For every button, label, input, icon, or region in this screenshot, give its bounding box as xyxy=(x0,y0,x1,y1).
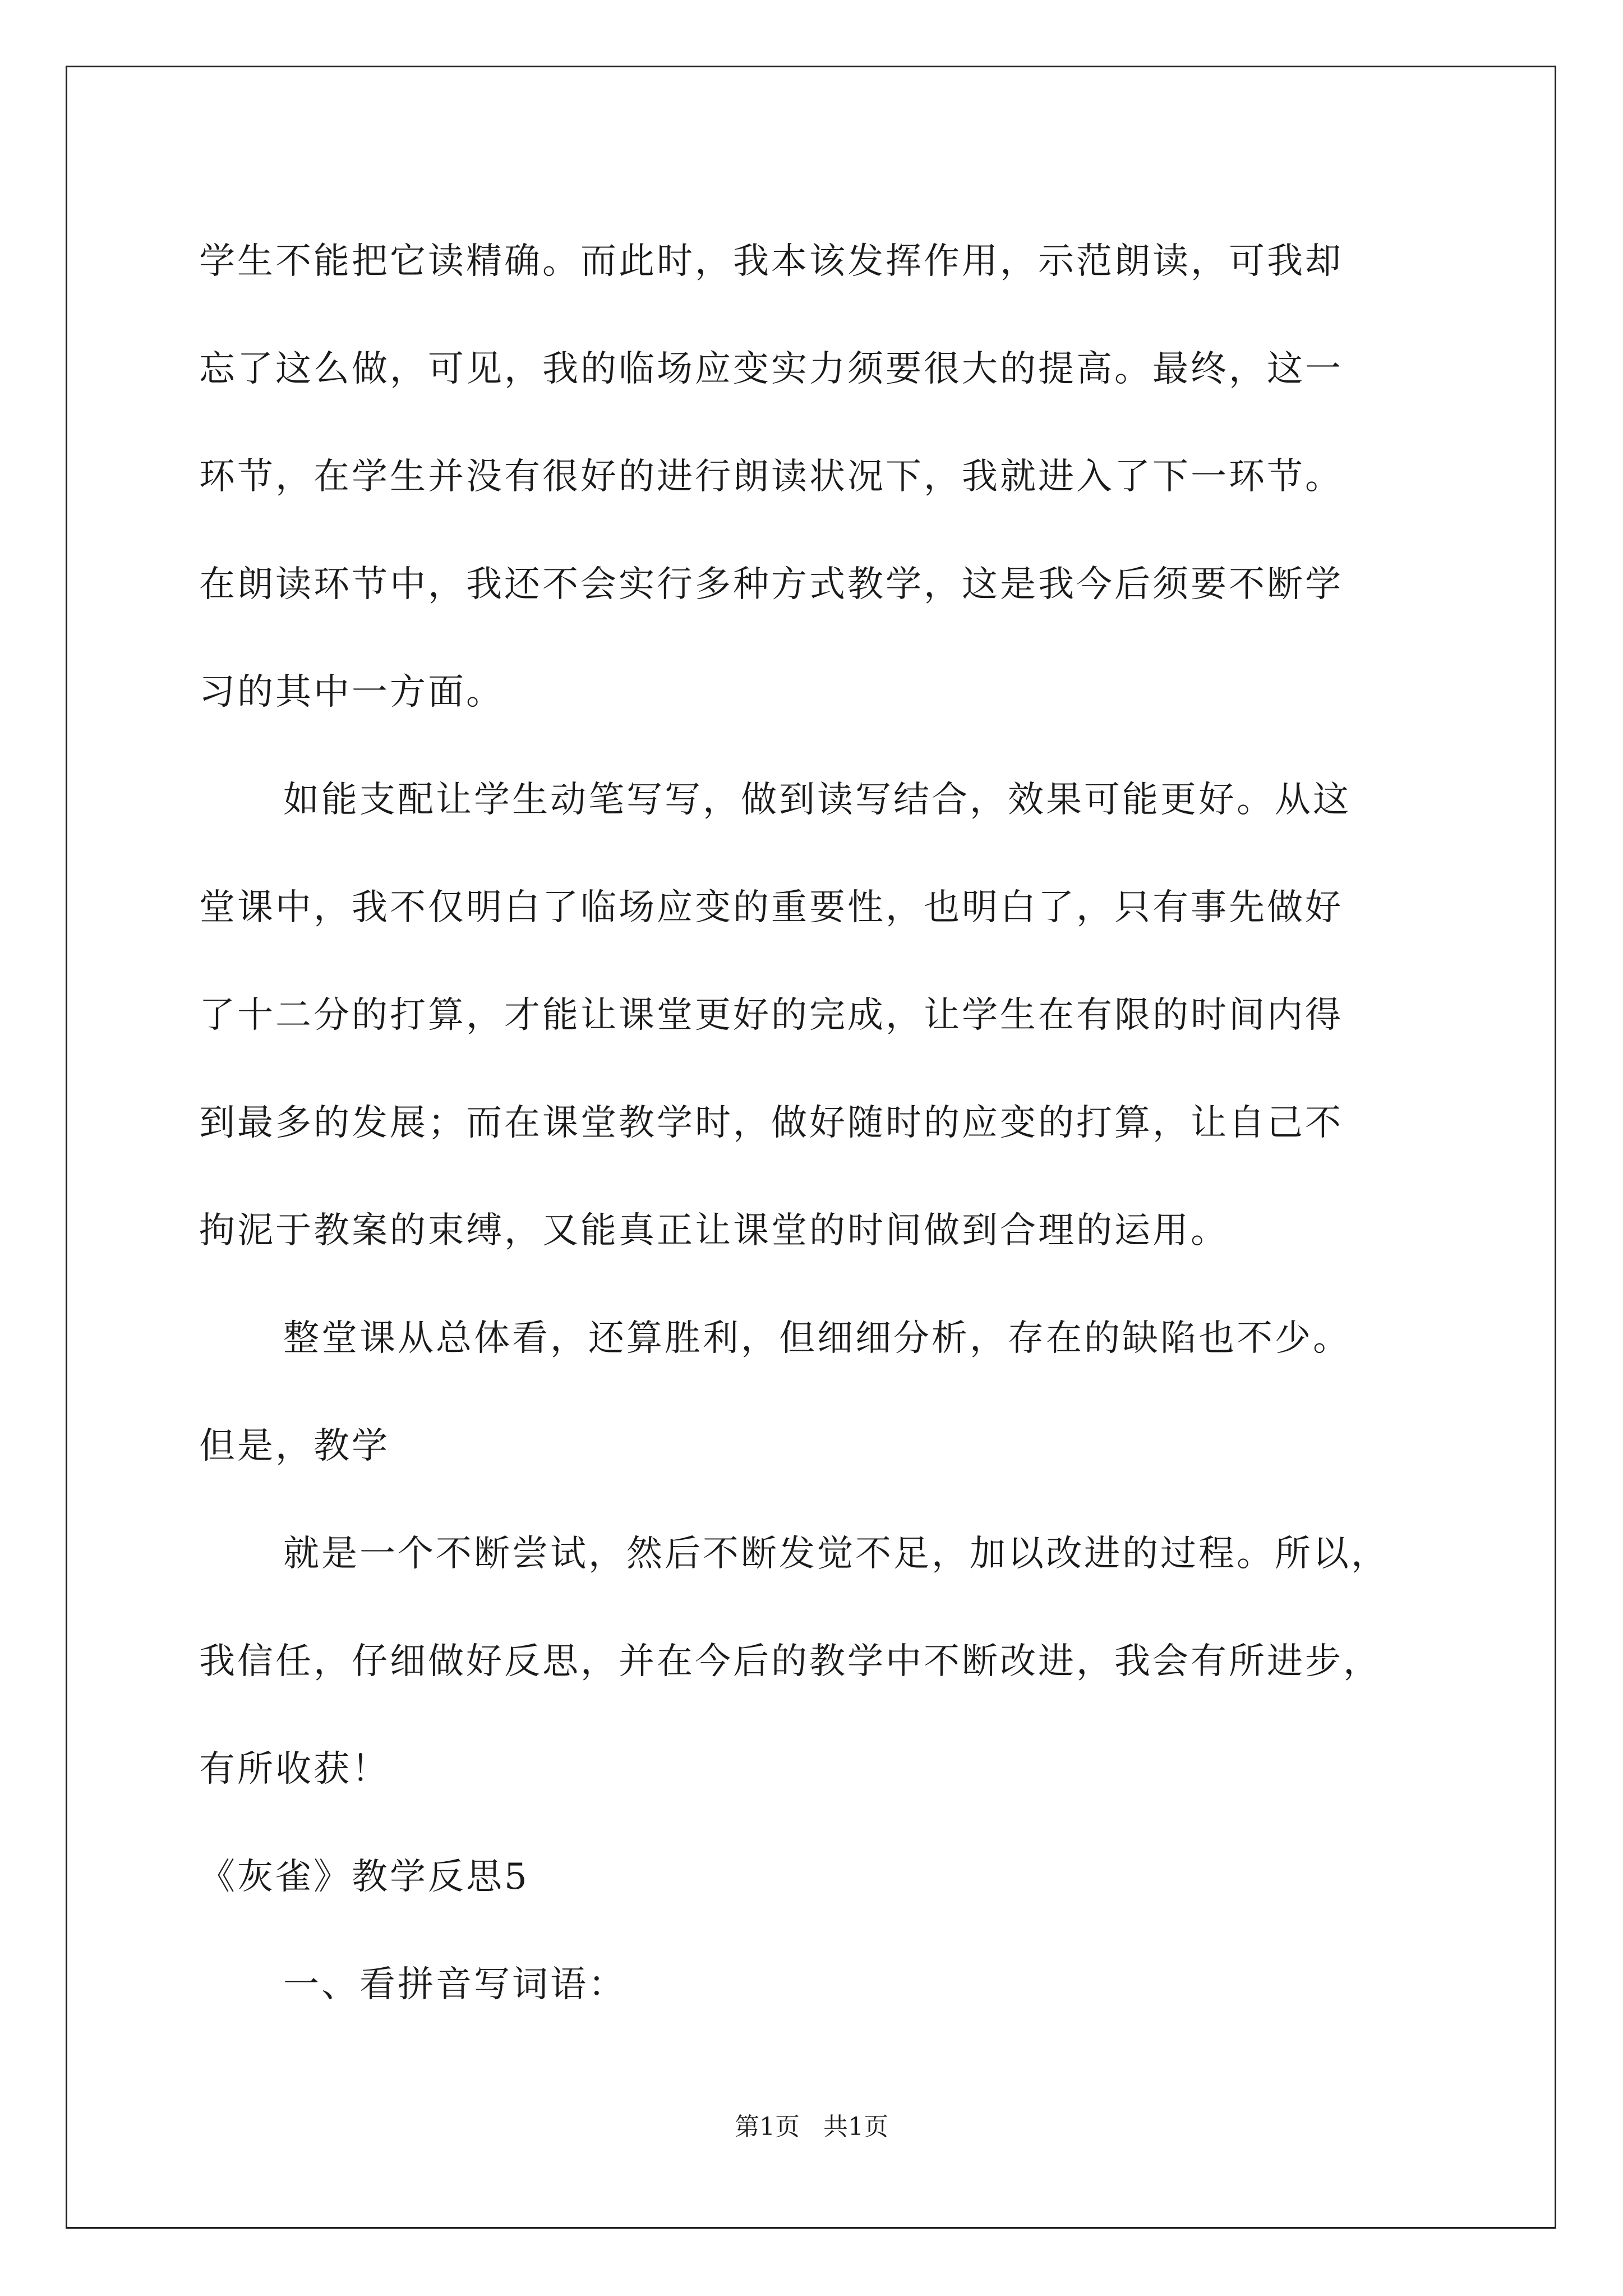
page-total: 共1页 xyxy=(823,2113,888,2141)
text-line: 了十二分的打算，才能让课堂更好的完成，让学生在有限的时间内得 xyxy=(199,995,1343,1036)
exercise-heading: 一、看拼音写词语： xyxy=(283,1964,626,2005)
text-line: 在朗读环节中，我还不会实行多种方式教学，这是我今后须要不断学 xyxy=(199,564,1343,605)
paragraph-start-line: 就是一个不断尝试，然后不断发觉不足，加以改进的过程。所以， xyxy=(283,1533,1389,1575)
text-line: 但是，教学 xyxy=(199,1425,390,1467)
text-line: 环节，在学生并没有很好的进行朗读状况下，我就进入了下一环节。 xyxy=(199,456,1343,498)
paragraph-start-line: 如能支配让学生动笔写写，做到读写结合，效果可能更好。从这 xyxy=(283,779,1351,821)
page-footer xyxy=(0,2106,1623,2142)
text-line: 到最多的发展；而在课堂教学时，做好随时的应变的打算，让自己不 xyxy=(199,1102,1343,1144)
text-line: 拘泥于教案的束缚，又能真正让课堂的时间做到合理的运用。 xyxy=(199,1210,1229,1251)
paragraph-start-line: 整堂课从总体看，还算胜利，但细细分析，存在的缺陷也不少。 xyxy=(283,1318,1351,1359)
text-line: 习的其中一方面。 xyxy=(199,671,504,713)
text-line: 忘了这么做，可见，我的临场应变实力须要很大的提高。最终，这一 xyxy=(199,348,1343,390)
section-heading: 《灰雀》教学反思5 xyxy=(199,1856,529,1898)
text-line: 我信任，仔细做好反思，并在今后的教学中不断改进，我会有所进步， xyxy=(199,1641,1381,1682)
page-number: 第1页 xyxy=(735,2113,800,2141)
text-line: 堂课中，我不仅明白了临场应变的重要性，也明白了，只有事先做好 xyxy=(199,887,1343,928)
document-body xyxy=(199,208,1433,2039)
text-line: 学生不能把它读精确。而此时，我本该发挥作用，示范朗读，可我却 xyxy=(199,241,1343,282)
text-line: 有所收获！ xyxy=(199,1749,390,1790)
